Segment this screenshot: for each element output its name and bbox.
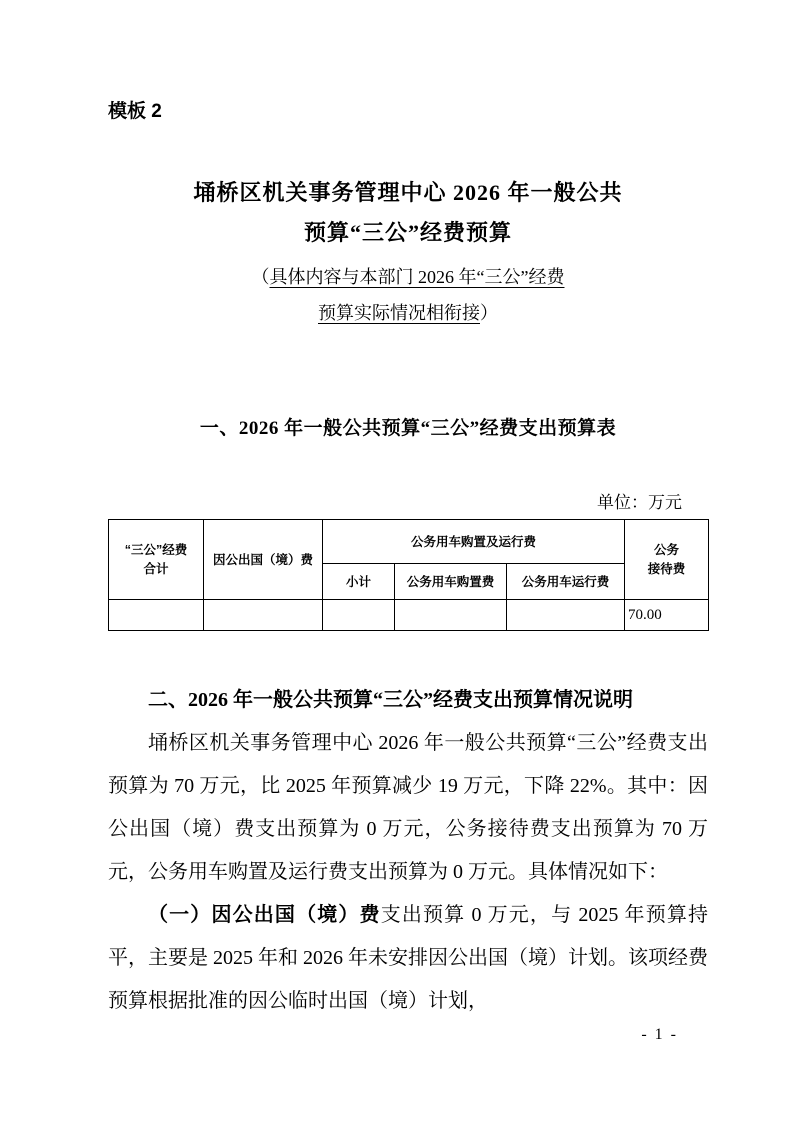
section1-heading: 一、2026 年一般公共预算“三公”经费支出预算表	[199, 418, 617, 439]
unit-label: 单位：万元	[597, 493, 682, 512]
header-cell-purchase: 公务用车购置费	[395, 564, 507, 600]
header-sangong-line2: 合计	[143, 561, 169, 576]
document-note-line2	[108, 295, 708, 331]
header-cell-subtotal: 小计	[323, 564, 395, 600]
note-open-paren: （	[251, 267, 270, 287]
header-sangong-line1: “三公”经费	[124, 542, 188, 557]
paragraph-2-rest: 支出预算 0 万元，与 2025 年预算持平，主要是 2025 年和 2026 年未安排因公出国（境）计划。该项经费预算根据批准的因公临时出国（境）计划，	[108, 904, 709, 1012]
header-cell-sangong-total	[109, 520, 204, 600]
data-cell-operation	[507, 600, 625, 631]
document-note-line1	[108, 259, 708, 295]
header-cell-abroad: 因公出国（境）费	[204, 520, 323, 600]
template-label: 模板 2	[108, 101, 162, 122]
header-reception-line1: 公务	[654, 542, 680, 557]
body-text	[108, 679, 708, 1023]
data-cell-reception: 70.00	[625, 600, 709, 631]
data-cell-abroad	[204, 600, 323, 631]
header-cell-vehicle-group: 公务用车购置及运行费	[323, 520, 625, 564]
header-cell-operation: 公务用车运行费	[507, 564, 625, 600]
note-text-line2: 预算实际情况相衔接	[318, 303, 480, 323]
data-cell-subtotal	[323, 600, 395, 631]
note-close-paren: ）	[480, 303, 498, 323]
table-header-row-1	[109, 520, 709, 564]
budget-table	[108, 519, 709, 631]
page-number: - 1 -	[641, 1026, 678, 1043]
note-text-line1: 具体内容与本部门 2026 年“三公”经费	[269, 267, 565, 287]
document-title-line1: 埇桥区机关事务管理中心 2026 年一般公共	[193, 180, 623, 205]
header-reception-line2: 接待费	[647, 561, 686, 576]
data-cell-purchase	[395, 600, 507, 631]
document-title	[108, 173, 708, 253]
table-data-row	[109, 600, 709, 631]
section2-heading: 二、2026 年一般公共预算“三公”经费支出预算情况说明	[148, 689, 633, 711]
paragraph-1: 埇桥区机关事务管理中心 2026 年一般公共预算“三公”经费支出预算为 70 万元，比 2025 年预算减少 19 万元，下降 22%。其中：因公出国（境）费支出预算为 0 万元，公务接待费支出预算为 70 万元，公务用车购置及运行费支出预算为 0 万元。具体情况如下：	[108, 732, 708, 883]
paragraph-2-lead: （一）因公出国（境）费	[148, 904, 381, 926]
document-title-line2: 预算“三公”经费预算	[303, 220, 512, 245]
document-note	[108, 259, 708, 331]
header-cell-reception	[625, 520, 709, 600]
data-cell-sangong-total	[109, 600, 204, 631]
paragraph-2	[108, 894, 708, 1023]
